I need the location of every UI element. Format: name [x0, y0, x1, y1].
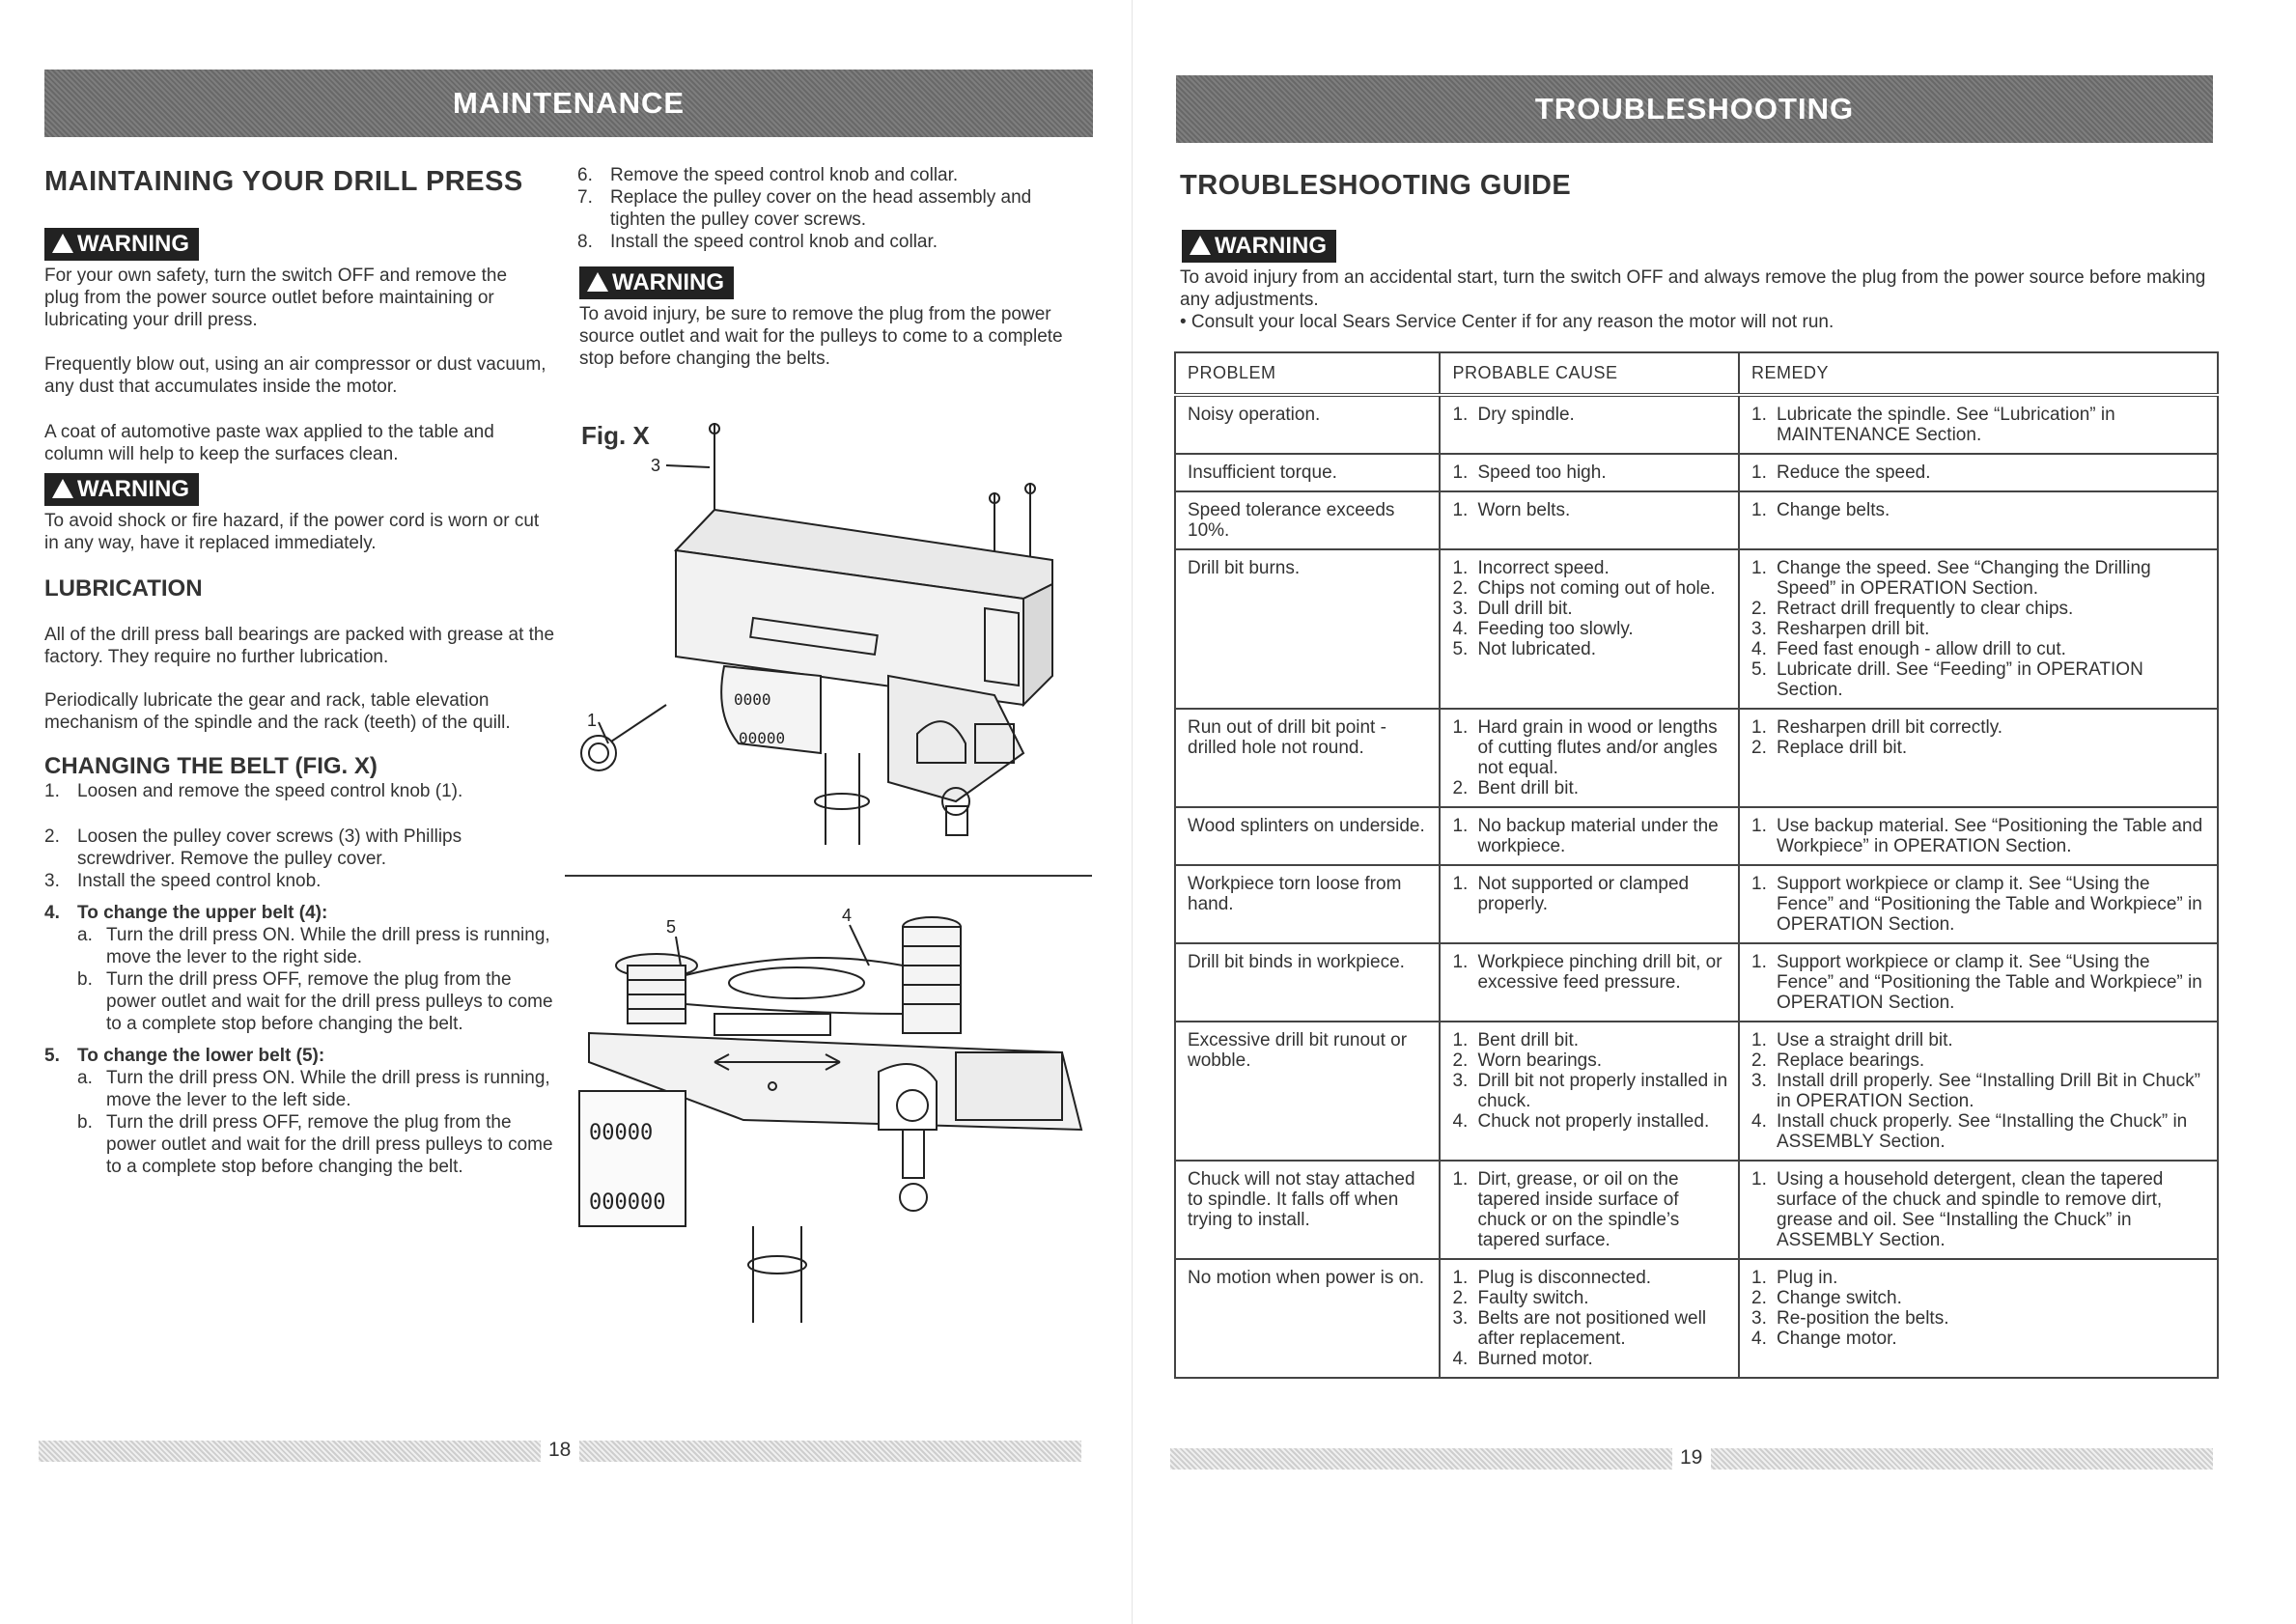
- remedy-item: 5. Lubricate drill. See “Feeding” in OPERATION Section.: [1751, 659, 2143, 700]
- belt-steps-list: [44, 780, 556, 1178]
- cause-cell: [1440, 943, 1739, 1022]
- dust-paragraph: Frequently blow out, using an air compressor or dust vacuum, any dust that accumulates inside the motor.: [44, 354, 546, 397]
- page-number-left: 18: [548, 1439, 572, 1461]
- sears-note: • Consult your local Sears Service Center if for any reason the motor will not run.: [1180, 312, 1834, 332]
- lubrication-heading: LUBRICATION: [44, 575, 203, 602]
- problem-cell: Drill bit binds in workpiece.: [1175, 943, 1440, 1022]
- cause-cell: [1440, 1161, 1739, 1259]
- remedy-item: 1. Change belts.: [1751, 500, 1890, 520]
- step-4: 4. To change the upper belt (4):: [44, 903, 328, 923]
- lubrication-text-1: All of the drill press ball bearings are packed with grease at the factory. They require no further lubrication.: [44, 625, 555, 667]
- cause-item: 2. Worn bearings.: [1452, 1050, 1602, 1071]
- lubrication-text-2: Periodically lubricate the gear and rack, table elevation mechanism of the spindle and the rack (teeth) of the quill.: [44, 690, 511, 733]
- remedy-item: 4. Install chuck properly. See “Installing the Chuck” in ASSEMBLY Section.: [1751, 1111, 2188, 1152]
- remedy-cell: [1739, 943, 2218, 1022]
- cause-item: 2. Bent drill bit.: [1452, 778, 1580, 798]
- table-row: [1175, 1022, 2218, 1161]
- warning-badge-1: WARNING: [44, 228, 199, 261]
- drill-head-illustration: [570, 415, 1091, 859]
- table-row: [1175, 549, 2218, 709]
- callout-5: 5: [666, 917, 677, 937]
- step-1: 1. Loosen and remove the speed control knob (1).: [44, 781, 463, 801]
- cause-item: 1. No backup material under the workpiece.: [1452, 816, 1719, 856]
- callout-1: 1: [587, 711, 598, 730]
- svg-text:000000: 000000: [589, 1190, 666, 1215]
- remedy-cell: [1739, 1161, 2218, 1259]
- paste-wax-paragraph: A coat of automotive paste wax applied to the table and column will help to keep the surfaces clean.: [44, 422, 494, 464]
- warning-text-3: To avoid injury, be sure to remove the plug from the power source outlet and wait for the pulleys to come to a complete stop before changing the belts.: [579, 304, 1063, 369]
- step-5a: a. Turn the drill press ON. While the drill press is running, move the lever to the left side.: [77, 1068, 550, 1110]
- remedy-item: 3. Resharpen drill bit.: [1751, 619, 1930, 639]
- cause-item: 3. Drill bit not properly installed in chuck.: [1452, 1071, 1728, 1111]
- changing-belt-heading: CHANGING THE BELT (FIG. X): [44, 753, 378, 779]
- maintaining-heading: MAINTAINING YOUR DRILL PRESS: [44, 166, 523, 197]
- footer-bar-left-b: [579, 1441, 1081, 1462]
- page-number-right: 19: [1680, 1446, 1703, 1469]
- cause-item: 4. Feeding too slowly.: [1452, 619, 1634, 639]
- remedy-item: 2. Change switch.: [1751, 1288, 1902, 1308]
- cause-item: 2. Chips not coming out of hole.: [1452, 578, 1716, 599]
- cause-cell: [1440, 807, 1739, 865]
- belt-steps-continued: [577, 164, 1079, 253]
- step-5b: b. Turn the drill press OFF, remove the plug from the power outlet and wait for the drill press pulleys to come to a complete stop before changing the belt.: [77, 1112, 553, 1177]
- remedy-item: 2. Replace bearings.: [1751, 1050, 1925, 1071]
- problem-cell: Run out of drill bit point - drilled hole not round.: [1175, 709, 1440, 807]
- footer-bar-left-a: [39, 1441, 541, 1462]
- problem-cell: Speed tolerance exceeds 10%.: [1175, 491, 1440, 549]
- step-8: 8. Install the speed control knob and collar.: [577, 232, 938, 252]
- cause-cell: [1440, 395, 1739, 454]
- problem-cell: Insufficient torque.: [1175, 454, 1440, 491]
- step-6: 6. Remove the speed control knob and collar.: [577, 165, 959, 185]
- step-4a: a. Turn the drill press ON. While the drill press is running, move the lever to the right side.: [77, 925, 550, 967]
- troubleshooting-table: [1174, 351, 2219, 1379]
- cause-cell: [1440, 865, 1739, 943]
- warning-text-1: For your own safety, turn the switch OFF and remove the plug from the power source outlet before maintaining or lubricating your drill press.: [44, 266, 508, 330]
- step-4b: b. Turn the drill press OFF, remove the plug from the power outlet and wait for the drill press pulleys to come to a complete stop before changing the belt.: [77, 969, 553, 1034]
- cause-item: 1. Speed too high.: [1452, 462, 1607, 483]
- remedy-item: 1. Use backup material. See “Positioning the Table and Workpiece” in OPERATION Section.: [1751, 816, 2203, 856]
- maintenance-banner: MAINTENANCE: [44, 70, 1093, 137]
- cause-cell: [1440, 709, 1739, 807]
- remedy-item: 1. Use a straight drill bit.: [1751, 1030, 1953, 1050]
- step-3: 3. Install the speed control knob.: [44, 871, 322, 891]
- remedy-item: 1. Resharpen drill bit correctly.: [1751, 717, 2003, 738]
- table-row: [1175, 454, 2218, 491]
- cause-cell: [1440, 549, 1739, 709]
- remedy-cell: [1739, 491, 2218, 549]
- table-row: [1175, 807, 2218, 865]
- cause-cell: [1440, 454, 1739, 491]
- cause-item: 5. Not lubricated.: [1452, 639, 1596, 659]
- remedy-item: 2. Replace drill bit.: [1751, 738, 1908, 758]
- remedy-cell: [1739, 1022, 2218, 1161]
- remedy-cell: [1739, 454, 2218, 491]
- table-row: [1175, 943, 2218, 1022]
- troubleshooting-warning: To avoid injury from an accidental start, turn the switch OFF and always remove the plug from the power source before making any adjustments.: [1180, 267, 2206, 310]
- problem-cell: Chuck will not stay attached to spindle. It falls off when trying to install.: [1175, 1161, 1440, 1259]
- remedy-item: 4. Feed fast enough - allow drill to cut.: [1751, 639, 2066, 659]
- cause-item: 4. Burned motor.: [1452, 1349, 1593, 1369]
- footer-bar-right-a: [1170, 1448, 1672, 1470]
- column-header-remedy: REMEDY: [1739, 352, 2218, 395]
- cause-item: 1. Not supported or clamped properly.: [1452, 874, 1690, 914]
- cause-item: 1. Dirt, grease, or oil on the tapered inside surface of chuck or on the spindle’s tapered surface.: [1452, 1169, 1680, 1250]
- svg-text:0000: 0000: [734, 690, 771, 709]
- callout-4: 4: [842, 908, 853, 925]
- troubleshooting-banner: TROUBLESHOOTING: [1176, 75, 2213, 143]
- cause-item: 1. Bent drill bit.: [1452, 1030, 1580, 1050]
- remedy-item: 2. Retract drill frequently to clear chips.: [1751, 599, 2074, 619]
- cause-item: 1. Dry spindle.: [1452, 405, 1575, 425]
- svg-text:00000: 00000: [589, 1121, 654, 1145]
- remedy-cell: [1739, 395, 2218, 454]
- warning-icon: [52, 479, 73, 498]
- step-7: 7. Replace the pulley cover on the head assembly and tighten the pulley cover screws.: [577, 187, 1032, 230]
- troubleshooting-heading: TROUBLESHOOTING GUIDE: [1180, 170, 1572, 201]
- table-row: [1175, 491, 2218, 549]
- remedy-item: 4. Change motor.: [1751, 1329, 1897, 1349]
- table-row: [1175, 709, 2218, 807]
- table-row: [1175, 395, 2218, 454]
- warning-icon: [52, 234, 73, 253]
- cause-cell: [1440, 491, 1739, 549]
- column-header-cause: PROBABLE CAUSE: [1440, 352, 1739, 395]
- callout-3: 3: [651, 456, 661, 475]
- problem-cell: Wood splinters on underside.: [1175, 807, 1440, 865]
- remedy-item: 1. Change the speed. See “Changing the Drilling Speed” in OPERATION Section.: [1751, 558, 2151, 599]
- problem-cell: Noisy operation.: [1175, 395, 1440, 454]
- problem-cell: Excessive drill bit runout or wobble.: [1175, 1022, 1440, 1161]
- problem-cell: No motion when power is on.: [1175, 1259, 1440, 1378]
- table-row: [1175, 1259, 2218, 1378]
- remedy-cell: [1739, 865, 2218, 943]
- warning-icon: [1190, 236, 1211, 255]
- remedy-cell: [1739, 807, 2218, 865]
- cause-item: 3. Belts are not positioned well after replacement.: [1452, 1308, 1707, 1349]
- svg-text:00000: 00000: [739, 729, 786, 747]
- warning-icon: [587, 272, 608, 292]
- page-gutter: [1132, 0, 1133, 1624]
- cause-item: 3. Dull drill bit.: [1452, 599, 1573, 619]
- cause-item: 1. Worn belts.: [1452, 500, 1571, 520]
- remedy-item: 1. Support workpiece or clamp it. See “Using the Fence” and “Positioning the Table and Workpiece” in OPERATION Section.: [1751, 874, 2202, 935]
- problem-cell: Drill bit burns.: [1175, 549, 1440, 709]
- figure-divider: [565, 875, 1092, 877]
- remedy-item: 3. Install drill properly. See “Installing Drill Bit in Chuck” in OPERATION Section.: [1751, 1071, 2200, 1111]
- remedy-cell: [1739, 709, 2218, 807]
- warning-badge-2: WARNING: [44, 473, 199, 506]
- remedy-cell: [1739, 1259, 2218, 1378]
- pulley-illustration: [570, 908, 1091, 1332]
- remedy-item: 1. Support workpiece or clamp it. See “Using the Fence” and “Positioning the Table and Workpiece” in OPERATION Section.: [1751, 952, 2202, 1013]
- remedy-item: 1. Reduce the speed.: [1751, 462, 1931, 483]
- cause-item: 1. Hard grain in wood or lengths of cutting flutes and/or angles not equal.: [1452, 717, 1718, 778]
- remedy-item: 3. Re-position the belts.: [1751, 1308, 1949, 1329]
- cause-cell: [1440, 1259, 1739, 1378]
- cause-item: 4. Chuck not properly installed.: [1452, 1111, 1710, 1132]
- table-row: [1175, 865, 2218, 943]
- remedy-item: 1. Plug in.: [1751, 1268, 1838, 1288]
- cause-item: 1. Incorrect speed.: [1452, 558, 1610, 578]
- warning-text-2: To avoid shock or fire hazard, if the power cord is worn or cut in any way, have it replaced immediately.: [44, 511, 540, 553]
- problem-cell: Workpiece torn loose from hand.: [1175, 865, 1440, 943]
- cause-item: 1. Workpiece pinching drill bit, or excessive feed pressure.: [1452, 952, 1722, 993]
- remedy-item: 1. Lubricate the spindle. See “Lubrication” in MAINTENANCE Section.: [1751, 405, 2115, 445]
- remedy-item: 1. Using a household detergent, clean the tapered surface of the chuck and spindle to remove dirt, grease and oil. See “Installing the Chuck” in ASSEMBLY Section.: [1751, 1169, 2164, 1250]
- cause-cell: [1440, 1022, 1739, 1161]
- step-5: 5. To change the lower belt (5):: [44, 1046, 325, 1066]
- table-header-row: [1175, 352, 2218, 395]
- warning-badge-right: WARNING: [1182, 230, 1336, 263]
- footer-bar-right-b: [1711, 1448, 2213, 1470]
- cause-item: 2. Faulty switch.: [1452, 1288, 1589, 1308]
- table-row: [1175, 1161, 2218, 1259]
- step-2: 2. Loosen the pulley cover screws (3) with Phillips screwdriver. Remove the pulley cover.: [44, 826, 462, 869]
- remedy-cell: [1739, 549, 2218, 709]
- fig-label: Fig. X: [581, 421, 650, 450]
- column-header-problem: PROBLEM: [1175, 352, 1440, 395]
- cause-item: 1. Plug is disconnected.: [1452, 1268, 1652, 1288]
- warning-badge-3: WARNING: [579, 266, 734, 299]
